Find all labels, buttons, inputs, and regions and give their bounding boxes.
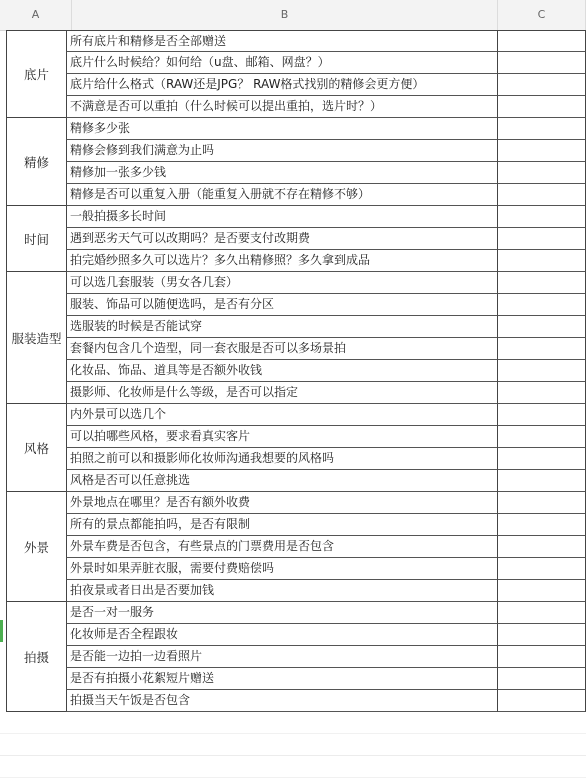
cell-c[interactable] [498, 382, 586, 404]
empty-row[interactable] [0, 734, 586, 756]
table-row [0, 404, 586, 426]
cell-a[interactable] [0, 140, 66, 162]
cell-b[interactable]: 摄影师、化妆师是什么等级，是否可以指定 [66, 382, 498, 404]
cell-a[interactable] [0, 162, 66, 184]
table-row [0, 492, 586, 514]
cell-b[interactable]: 精修加一张多少钱 [66, 162, 498, 184]
cell-a[interactable] [0, 250, 66, 272]
cell-c[interactable] [498, 360, 586, 382]
cell-a[interactable] [0, 536, 66, 558]
cell-b[interactable]: 外景时如果弄脏衣服，需要付费赔偿吗 [66, 558, 498, 580]
cell-c[interactable] [498, 690, 586, 712]
cell-a[interactable] [0, 74, 66, 96]
cell-a[interactable] [0, 558, 66, 580]
table-row [0, 360, 586, 382]
table-row [0, 448, 586, 470]
category-group [0, 206, 586, 272]
cell-c[interactable] [498, 228, 586, 250]
category-group [0, 404, 586, 492]
cell-c[interactable] [498, 470, 586, 492]
cell-b[interactable]: 是否一对一服务 [66, 602, 498, 624]
cell-b[interactable]: 可以选几套服装（男女各几套） [66, 272, 498, 294]
cell-c[interactable] [498, 294, 586, 316]
cell-a[interactable] [0, 52, 66, 74]
cell-a[interactable] [0, 668, 66, 690]
cell-c[interactable] [498, 404, 586, 426]
cell-c[interactable] [498, 558, 586, 580]
table-row [0, 624, 586, 646]
table-row [0, 184, 586, 206]
cell-c[interactable] [498, 162, 586, 184]
cell-c[interactable] [498, 140, 586, 162]
cell-c[interactable] [498, 250, 586, 272]
cell-a[interactable] [0, 338, 66, 360]
empty-row[interactable] [0, 712, 586, 734]
table-row [0, 316, 586, 338]
cell-c[interactable] [498, 118, 586, 140]
cell-a[interactable] [0, 448, 66, 470]
cell-a[interactable] [0, 294, 66, 316]
cell-c[interactable] [498, 426, 586, 448]
table-row [0, 646, 586, 668]
cell-c[interactable] [498, 272, 586, 294]
cell-b[interactable]: 拍摄当天午饭是否包含 [66, 690, 498, 712]
empty-row[interactable] [0, 756, 586, 778]
cell-b[interactable]: 选服装的时候是否能试穿 [66, 316, 498, 338]
cell-b[interactable]: 所有的景点都能拍吗，是否有限制 [66, 514, 498, 536]
category-label[interactable]: 时间 [6, 206, 66, 272]
cell-b[interactable]: 外景地点在哪里？是否有额外收费 [66, 492, 498, 514]
category-label[interactable]: 服装造型 [6, 272, 66, 404]
cell-a[interactable] [0, 514, 66, 536]
table-row [0, 338, 586, 360]
cell-b[interactable]: 风格是否可以任意挑选 [66, 470, 498, 492]
cell-c[interactable] [498, 624, 586, 646]
cell-a[interactable] [0, 426, 66, 448]
cell-b[interactable]: 一般拍摄多长时间 [66, 206, 498, 228]
table-row [0, 294, 586, 316]
cell-b[interactable]: 服装、饰品可以随便选吗，是否有分区 [66, 294, 498, 316]
column-header-bar [0, 0, 586, 31]
table-row [0, 206, 586, 228]
column-header-b[interactable]: B [72, 0, 498, 30]
table-grid [0, 30, 586, 778]
cell-a[interactable] [0, 228, 66, 250]
category-label[interactable]: 精修 [6, 118, 66, 206]
table-row [0, 668, 586, 690]
table-row [0, 140, 586, 162]
cell-a[interactable] [0, 118, 66, 140]
table-row [0, 228, 586, 250]
cell-c[interactable] [498, 602, 586, 624]
cell-c[interactable] [498, 668, 586, 690]
cell-a[interactable] [0, 602, 66, 624]
cell-a[interactable] [0, 316, 66, 338]
cell-a[interactable] [0, 470, 66, 492]
table-row [0, 426, 586, 448]
cell-c[interactable] [498, 514, 586, 536]
empty-rows [0, 712, 586, 778]
cell-c[interactable] [498, 206, 586, 228]
table-row [0, 536, 586, 558]
cell-a[interactable] [0, 382, 66, 404]
cell-a[interactable] [0, 184, 66, 206]
cell-a[interactable] [0, 404, 66, 426]
cell-b[interactable]: 化妆品、饰品、道具等是否额外收钱 [66, 360, 498, 382]
cell-a[interactable] [0, 690, 66, 712]
cell-b[interactable]: 精修会修到我们满意为止吗 [66, 140, 498, 162]
cell-a[interactable] [0, 580, 66, 602]
cell-c[interactable] [498, 316, 586, 338]
cell-a[interactable] [0, 646, 66, 668]
cell-b[interactable]: 可以拍哪些风格，要求看真实客片 [66, 426, 498, 448]
table-row [0, 514, 586, 536]
table-row [0, 118, 586, 140]
cell-a[interactable] [0, 360, 66, 382]
table-row [0, 52, 586, 74]
category-label[interactable]: 拍摄 [6, 602, 66, 712]
cell-b[interactable]: 拍完婚纱照多久可以选片？多久出精修照？多久拿到成品 [66, 250, 498, 272]
cell-c[interactable] [498, 30, 586, 52]
category-group [0, 272, 586, 404]
cell-b[interactable]: 拍夜景或者日出是否要加钱 [66, 580, 498, 602]
cell-c[interactable] [498, 74, 586, 96]
category-group [0, 602, 586, 712]
cell-a[interactable] [0, 30, 66, 52]
cell-c[interactable] [498, 448, 586, 470]
cell-b[interactable]: 不满意是否可以重拍（什么时候可以提出重拍，选片时？） [66, 96, 498, 118]
category-group [0, 492, 586, 602]
table-row [0, 96, 586, 118]
cell-b[interactable]: 是否有拍摄小花絮短片赠送 [66, 668, 498, 690]
cell-b[interactable]: 是否能一边拍一边看照片 [66, 646, 498, 668]
cell-c[interactable] [498, 646, 586, 668]
cell-c[interactable] [498, 338, 586, 360]
category-group [0, 118, 586, 206]
cell-b[interactable]: 外景车费是否包含，有些景点的门票费用是否包含 [66, 536, 498, 558]
cell-c[interactable] [498, 492, 586, 514]
category-label[interactable]: 底片 [6, 30, 66, 118]
cell-b[interactable]: 化妆师是否全程跟妆 [66, 624, 498, 646]
table-row [0, 30, 586, 52]
cell-a[interactable] [0, 96, 66, 118]
cell-b[interactable]: 底片什么时候给？如何给（u盘、邮箱、网盘？） [66, 52, 498, 74]
table-row [0, 580, 586, 602]
category-label[interactable]: 风格 [6, 404, 66, 492]
category-label[interactable]: 外景 [6, 492, 66, 602]
table-row [0, 470, 586, 492]
column-header-c[interactable]: C [498, 0, 586, 30]
table-row [0, 272, 586, 294]
cell-c[interactable] [498, 580, 586, 602]
table-row [0, 558, 586, 580]
cell-a[interactable] [0, 624, 66, 646]
active-row-indicator [0, 620, 3, 642]
column-header-a[interactable]: A [0, 0, 72, 30]
cell-b[interactable]: 遇到恶劣天气可以改期吗？是否要支付改期费 [66, 228, 498, 250]
cell-c[interactable] [498, 536, 586, 558]
cell-b[interactable]: 精修多少张 [66, 118, 498, 140]
table-row [0, 602, 586, 624]
cell-b[interactable]: 底片给什么格式（RAW还是JPG？ RAW格式找别的精修会更方便） [66, 74, 498, 96]
cell-b[interactable]: 拍照之前可以和摄影师化妆师沟通我想要的风格吗 [66, 448, 498, 470]
cell-b[interactable]: 套餐内包含几个造型，同一套衣服是否可以多场景拍 [66, 338, 498, 360]
table-row [0, 690, 586, 712]
table-row [0, 250, 586, 272]
cell-c[interactable] [498, 96, 586, 118]
category-group [0, 30, 586, 118]
table-row [0, 162, 586, 184]
cell-a[interactable] [0, 206, 66, 228]
cell-a[interactable] [0, 492, 66, 514]
cell-a[interactable] [0, 272, 66, 294]
table-row [0, 382, 586, 404]
cell-b[interactable]: 所有底片和精修是否全部赠送 [66, 30, 498, 52]
cell-b[interactable]: 精修是否可以重复入册（能重复入册就不存在精修不够） [66, 184, 498, 206]
cell-c[interactable] [498, 52, 586, 74]
cell-c[interactable] [498, 184, 586, 206]
table-row [0, 74, 586, 96]
cell-b[interactable]: 内外景可以选几个 [66, 404, 498, 426]
